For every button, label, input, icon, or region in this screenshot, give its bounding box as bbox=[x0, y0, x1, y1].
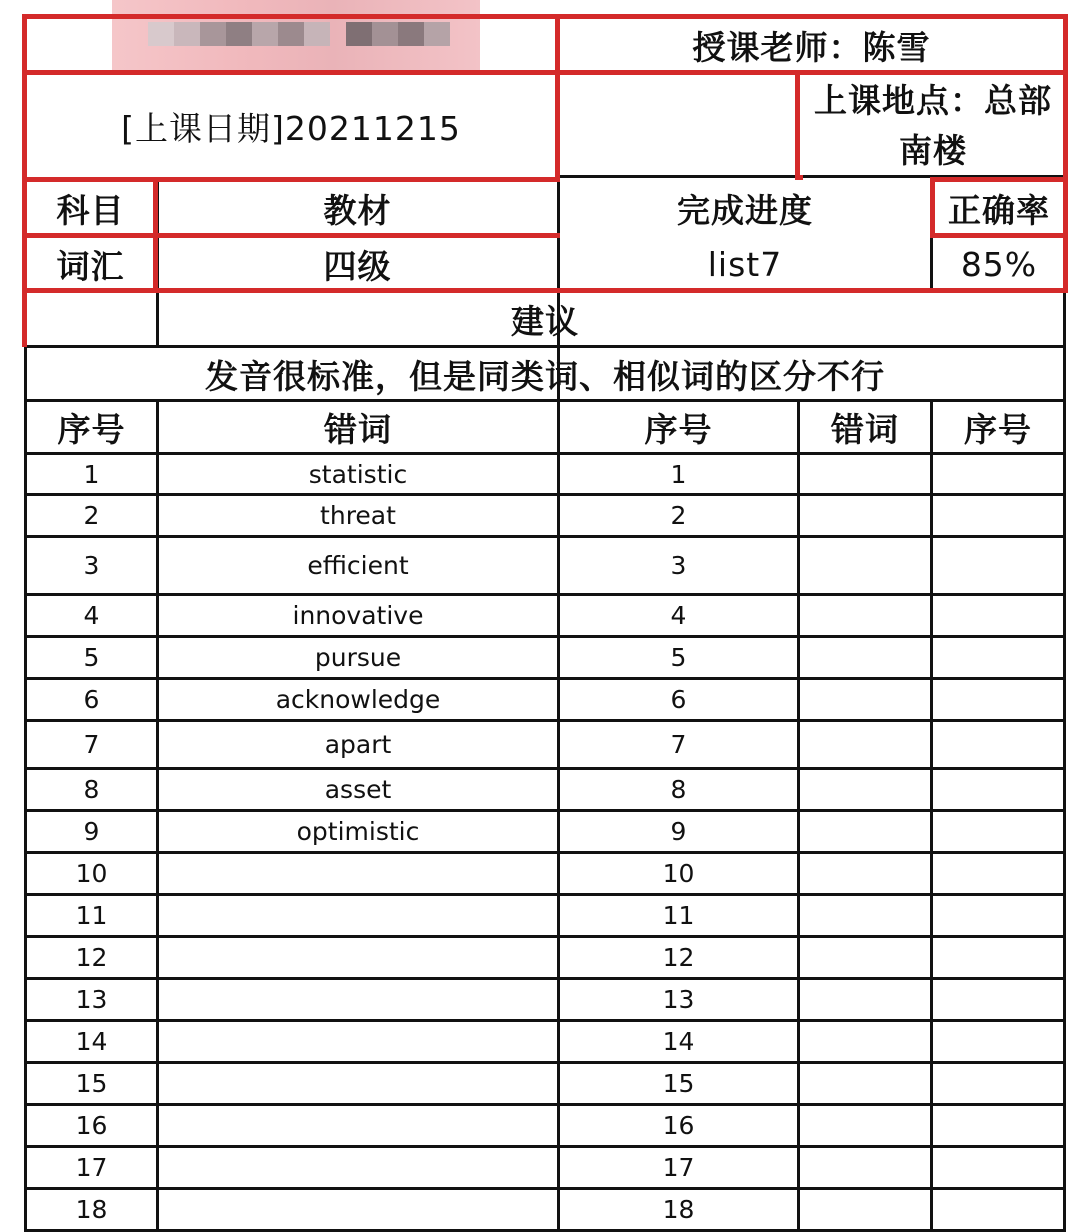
row-number: 6 bbox=[670, 685, 687, 714]
progress-header: 完成进度 bbox=[677, 190, 813, 230]
error-table-header-no: 序号 bbox=[644, 409, 713, 449]
error-word: apart bbox=[324, 730, 392, 759]
error-word: asset bbox=[324, 775, 392, 804]
row-number: 4 bbox=[83, 601, 100, 630]
row-number: 6 bbox=[83, 685, 100, 714]
error-word: statistic bbox=[308, 459, 408, 489]
error-table-header-no: 序号 bbox=[964, 409, 1032, 449]
subject-header: 科目 bbox=[56, 190, 125, 230]
row-number: 11 bbox=[662, 901, 695, 930]
textbook-header: 教材 bbox=[323, 190, 392, 230]
redacted-pixel bbox=[278, 22, 304, 46]
suggestion-text: 发音很标准，但是同类词、相似词的区分不行 bbox=[205, 356, 885, 396]
redacted-pixel bbox=[346, 22, 372, 46]
redacted-pixel bbox=[200, 22, 226, 46]
row-number: 8 bbox=[670, 775, 687, 804]
row-number: 12 bbox=[75, 943, 108, 972]
error-table-header-word: 错词 bbox=[324, 409, 392, 449]
row-number: 17 bbox=[75, 1153, 108, 1182]
redacted-pixel bbox=[424, 22, 450, 46]
row-number: 7 bbox=[670, 730, 687, 759]
redacted-pixel bbox=[226, 22, 252, 46]
redacted-pixel bbox=[148, 22, 174, 46]
row-number: 14 bbox=[662, 1027, 695, 1056]
row-number: 16 bbox=[662, 1111, 695, 1140]
row-number: 16 bbox=[75, 1111, 108, 1140]
row-number: 14 bbox=[75, 1027, 108, 1056]
row-number: 13 bbox=[662, 985, 695, 1014]
error-word: pursue bbox=[314, 643, 402, 672]
row-number: 11 bbox=[75, 901, 108, 930]
error-word bbox=[159, 854, 557, 893]
row-number: 8 bbox=[83, 775, 100, 804]
row-number: 18 bbox=[662, 1195, 695, 1224]
row-number: 10 bbox=[75, 859, 108, 888]
subject-value: 词汇 bbox=[56, 246, 125, 286]
red-outline bbox=[1063, 14, 1068, 293]
red-outline bbox=[795, 72, 800, 180]
row-number: 17 bbox=[662, 1153, 695, 1182]
row-number: 18 bbox=[75, 1195, 108, 1224]
row-number: 15 bbox=[75, 1069, 108, 1098]
row-number: 3 bbox=[83, 551, 100, 580]
grid-line bbox=[797, 400, 800, 1232]
redacted-pixel bbox=[174, 22, 200, 46]
teacher-label: 授课老师：陈雪 bbox=[692, 27, 931, 67]
row-number: 1 bbox=[670, 459, 687, 489]
row-number: 3 bbox=[670, 551, 687, 580]
error-table-header-word: 错词 bbox=[831, 409, 899, 449]
error-word: innovative bbox=[292, 601, 424, 630]
error-word bbox=[159, 1064, 557, 1103]
redacted-pixel bbox=[372, 22, 398, 46]
error-word bbox=[159, 980, 557, 1019]
redacted-pixel bbox=[252, 22, 278, 46]
row-number: 13 bbox=[75, 985, 108, 1014]
row-number: 15 bbox=[662, 1069, 695, 1098]
lesson-date: [上课日期]20211215 bbox=[121, 108, 461, 148]
row-number: 1 bbox=[83, 459, 100, 489]
error-table-header-no: 序号 bbox=[57, 409, 126, 449]
textbook-value: 四级 bbox=[323, 246, 392, 286]
accuracy-header: 正确率 bbox=[948, 190, 1050, 230]
error-word bbox=[159, 1106, 557, 1145]
redacted-pixel bbox=[398, 22, 424, 46]
row-number: 9 bbox=[670, 817, 687, 846]
error-word bbox=[159, 938, 557, 977]
redacted-pixel bbox=[304, 22, 330, 46]
row-number: 5 bbox=[670, 643, 687, 672]
accuracy-value: 85% bbox=[960, 244, 1038, 284]
row-number: 4 bbox=[670, 601, 687, 630]
progress-value: list7 bbox=[707, 244, 783, 284]
error-word: efficient bbox=[307, 551, 409, 580]
row-number: 7 bbox=[83, 730, 100, 759]
row-number: 12 bbox=[662, 943, 695, 972]
grid-line bbox=[930, 400, 933, 1232]
row-number: 5 bbox=[83, 643, 100, 672]
error-word bbox=[159, 1148, 557, 1187]
suggestion-label: 建议 bbox=[511, 302, 579, 341]
location-label: 上课地点：总部南楼 bbox=[814, 81, 1052, 170]
error-word: optimistic bbox=[296, 817, 420, 846]
row-number: 10 bbox=[662, 859, 695, 888]
row-number: 9 bbox=[83, 817, 100, 846]
error-word bbox=[159, 1022, 557, 1061]
error-word bbox=[159, 1190, 557, 1229]
row-number: 2 bbox=[670, 501, 687, 530]
error-word: acknowledge bbox=[275, 685, 441, 714]
error-word: threat bbox=[320, 501, 396, 530]
error-word bbox=[159, 896, 557, 935]
row-number: 2 bbox=[83, 501, 100, 530]
